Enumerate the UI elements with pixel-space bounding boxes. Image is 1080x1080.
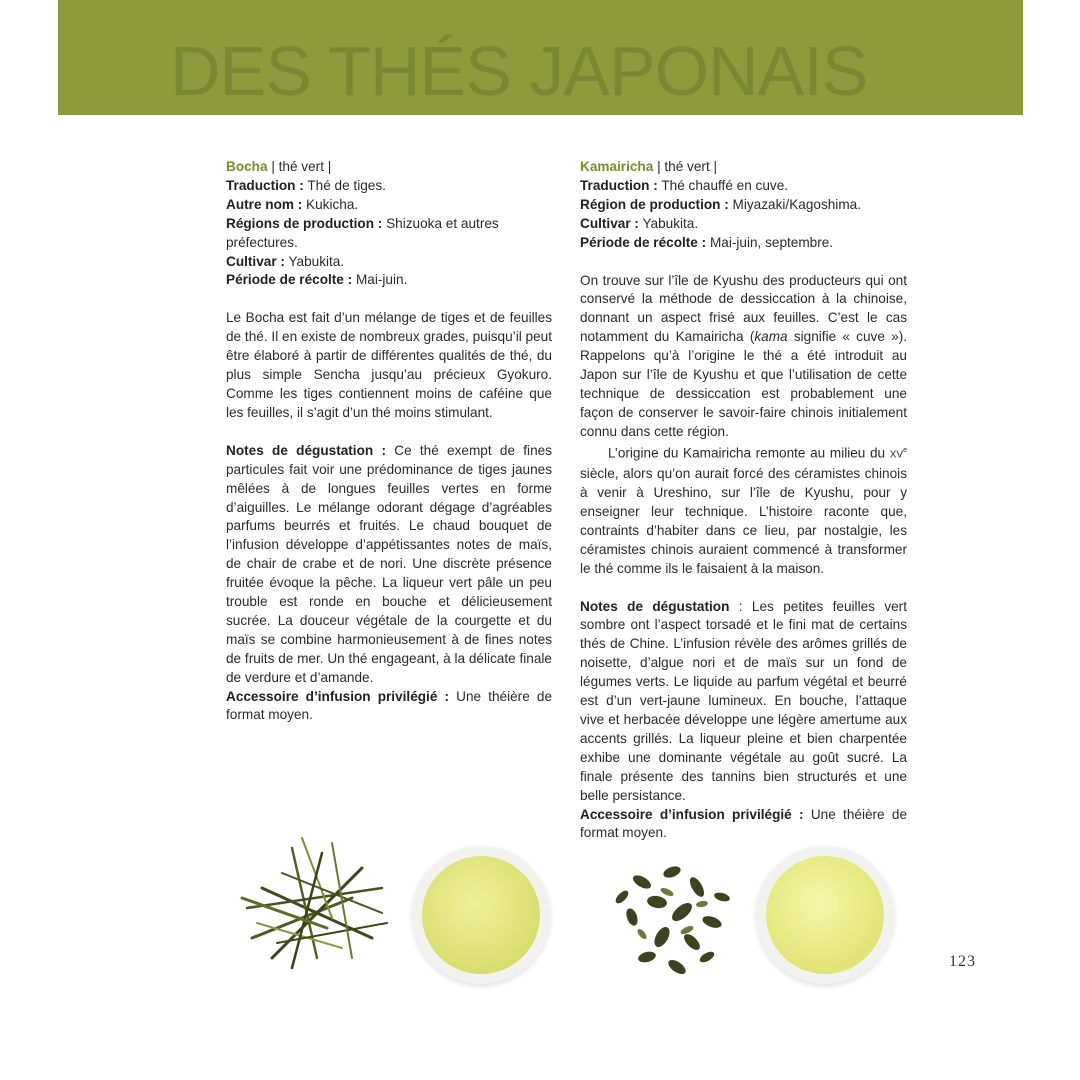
- tea-type: | thé vert |: [653, 159, 718, 174]
- accessory-text: Une théière de format moyen.: [580, 806, 908, 841]
- history-text: L’origine du Kamairicha remonte au milieu du: [608, 445, 890, 461]
- field-row: [580, 234, 907, 253]
- title-banner: [58, 0, 1023, 115]
- kamairicha-infusion-cup: [756, 846, 894, 984]
- field-row: [580, 177, 907, 196]
- spacer: [580, 579, 907, 598]
- field-label: Cultivar :: [580, 215, 639, 231]
- intro-paragraph: Le Bocha est fait d’un mélange de tiges et de feuilles de thé. Il en existe de nombreux grades, puisqu’il peut être élaboré à partir de différentes qualités de thé, du plus simple Sencha jusqu’au précieux Gyokuro. Comme les tiges contiennent moins de caféine que les feuilles, il s’agit d’un thé moins stimulant.: [226, 310, 552, 420]
- field-label: Région de production :: [580, 196, 729, 212]
- bocha-dry-leaves: [232, 828, 392, 978]
- kamairicha-column: [580, 158, 907, 843]
- field-label: Traduction :: [580, 177, 658, 193]
- kamairicha-liquor: [766, 856, 884, 974]
- field-value: Thé chauffé en cuve.: [657, 177, 789, 193]
- bocha-infusion-cup: [412, 846, 550, 984]
- field-row: [226, 215, 552, 253]
- intro-emphasis: kama: [754, 329, 788, 345]
- tasting-notes: [580, 598, 907, 806]
- century-numeral: XV: [889, 449, 904, 461]
- field-row: [226, 271, 552, 290]
- field-value: Kukicha.: [302, 196, 359, 212]
- page-title: DES THÉS JAPONAIS: [170, 32, 868, 110]
- accessory-label: Accessoire d’infusion privilégié :: [226, 688, 450, 704]
- field-value: Yabukita.: [638, 215, 699, 231]
- field-value: Shizuoka et autres préfectures.: [226, 215, 499, 250]
- tea-heading-kamairicha: [580, 158, 907, 177]
- bocha-column: [226, 158, 552, 725]
- spacer: [226, 423, 552, 442]
- field-label: Cultivar :: [226, 253, 285, 269]
- intro-text: signifie « cuve »). Rappelons qu’à l’origine le thé a été introduit au Japon sur l’île de Kyushu et que l’utilisation de cette technique de dessiccation est probablement une façon de conserver le savoir-faire chinois initialement connu dans cette région.: [580, 329, 907, 439]
- field-value: Yabukita.: [284, 253, 345, 269]
- field-label: Période de récolte :: [226, 272, 353, 288]
- bocha-liquor: [422, 856, 540, 974]
- notes-text: Ce thé exempt de fines particules fait voir une prédominance de tiges jaunes mêlées à de longues feuilles vertes en forme d’aiguilles. Le mélange odorant dégage d’agréables parfums beurrés et fruités. Le chaud bouquet de l’infusion développe d’appétissantes notes de maïs, de chair de crabe et de nori. Une discrète présence fruitée évoque la pêche. La liqueur vert pâle un peu trouble est ronde en bouche et délicieusement sucrée. La douceur végétale de la courgette et du maïs se combine harmonieusement à de fines notes de fruits de mer. Un thé engageant, à la délicate finale de verdure et d’amande.: [226, 442, 552, 685]
- spacer: [226, 290, 552, 309]
- history-text: siècle, alors qu’on aurait forcé des céramistes chinois à venir à Ureshino, sur l’île de Kyushu, pour y enseigner leur technique. L’histoire raconte que, contraints d’habiter dans ce lieu, par nostalgie, les céramistes chinois auraient commencé à transformer le thé comme ils le faisaient à la maison.: [580, 466, 907, 576]
- field-row: [226, 196, 552, 215]
- tasting-notes: [226, 442, 552, 688]
- spacer: [580, 253, 907, 272]
- accessory-text: Une théière de format moyen.: [226, 688, 553, 723]
- field-row: [226, 253, 552, 272]
- page-number: 123: [949, 953, 976, 970]
- intro-paragraph: [580, 272, 907, 442]
- field-label: Autre nom :: [226, 196, 303, 212]
- field-row: [580, 196, 907, 215]
- notes-text: : Les petites feuilles vert sombre ont l’aspect torsadé et le fini mat de certains thés de Chine. L’infusion révèle des arômes grillés de noisette, d’algue nori et de maïs sur un fond de légumes verts. Le liquide au parfum végétal et beurré est d’un vert-jaune lumineux. En bouche, l’attaque vive et herbacée développe une légère amertume aux accents grillés. La liqueur pleine et bien charpentée exhibe une dominante végétale au goût sucré. La finale présente des tannins bien structurés et une belle persistance.: [580, 598, 907, 803]
- intro-text: On trouve sur l’île de Kyushu des producteurs qui ont conservé la méthode de dessiccation à la chinoise, donnant un aspect frisé aux feuilles. C’est le cas notamment du Kamairicha (: [580, 272, 907, 345]
- accessory: [580, 806, 907, 844]
- tea-name: Kamairicha: [580, 159, 654, 174]
- notes-label: Notes de dégustation: [580, 598, 730, 614]
- field-value: Mai-juin.: [352, 272, 408, 288]
- notes-label: Notes de dégustation :: [226, 442, 386, 458]
- kamairicha-dry-leaves: [602, 842, 742, 987]
- tea-type: | thé vert |: [267, 159, 332, 174]
- accessory: [226, 688, 552, 726]
- field-value: Thé de tiges.: [303, 177, 386, 193]
- tea-name: Bocha: [226, 159, 268, 174]
- century-suffix: e: [903, 446, 907, 454]
- field-label: Traduction :: [226, 177, 304, 193]
- field-value: Miyazaki/Kagoshima.: [728, 196, 861, 212]
- field-row: [226, 177, 552, 196]
- field-value: Mai-juin, septembre.: [706, 234, 834, 250]
- accessory-label: Accessoire d’infusion privilégié :: [580, 806, 804, 822]
- field-label: Régions de production :: [226, 215, 383, 231]
- tea-heading-bocha: [226, 158, 552, 177]
- field-row: [580, 215, 907, 234]
- field-label: Période de récolte :: [580, 234, 707, 250]
- history-paragraph: [580, 442, 907, 579]
